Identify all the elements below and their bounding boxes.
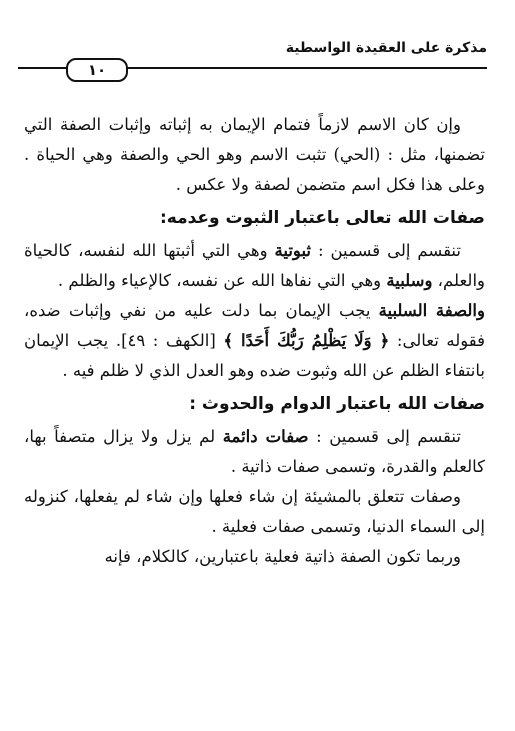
term-thubutiyya: ثبوتية: [274, 241, 312, 260]
paragraph-4: [24, 422, 485, 482]
page-body: [24, 110, 485, 572]
p2-intro: تنقسم إلى قسمين :: [311, 241, 461, 260]
quran-verse: ﴿ وَلَا يَظْلِمُ رَبُّكَ أَحَدًا ﴾: [223, 331, 390, 350]
paragraph-1: وإن كان الاسم لازماً فتمام الإيمان به إثباته وإثبات الصفة التي تضمنها، مثل : (الحي) تثبت الاسم وهو الحي والصفة وهي الحياة . وعلى هذا فكل اسم متضمن لصفة ولا عكس .: [24, 115, 485, 194]
verse-reference: [الكهف : ٤٩].: [115, 331, 224, 350]
running-title: مذكرة على العقيدة الواسطية: [285, 40, 487, 56]
paragraph-3: [24, 296, 485, 386]
p2-mid2: وهي التي نفاها الله عن نفسه، كالإعياء والظلم .: [57, 271, 387, 290]
p4-intro: تنقسم إلى قسمين :: [308, 427, 461, 446]
paragraph-5: وصفات تتعلق بالمشيئة إن شاء فعلها وإن شاء لم يفعلها، كنزوله إلى السماء الدنيا، وتسمى صفات فعلية .: [24, 487, 485, 536]
paragraph-2: [24, 236, 485, 296]
p3-lead-term: والصفة السلبية: [378, 301, 485, 320]
paragraph-6: وربما تكون الصفة ذاتية فعلية باعتبارين، كالكلام، فإنه: [104, 547, 461, 566]
term-daima: صفات دائمة: [222, 427, 309, 446]
p4-rest: لم يزل ولا يزال متصفاً بها، كالعلم والقدرة، وتسمى صفات ذاتية .: [24, 427, 485, 476]
page-number-badge: ١٠: [66, 58, 128, 82]
p3-text-a: يجب الإيمان بما دلت عليه من نفي وإثبات ضده، فقوله تعالى:: [24, 301, 485, 350]
p3-text-b: يجب الإيمان بانتفاء الظلم عن الله وثبوت ضده وهو العدل الذي لا ظلم فيه .: [24, 331, 485, 380]
page-header: [18, 36, 487, 80]
section-heading-1: صفات الله تعالى باعتبار الثبوت وعدمه:: [159, 208, 485, 228]
p2-mid1: وهي التي أثبتها الله لنفسه، كالحياة والعلم،: [24, 241, 485, 290]
section-heading-2: صفات الله باعتبار الدوام والحدوث :: [189, 394, 485, 414]
term-salbiyya: وسلبية: [386, 271, 433, 290]
